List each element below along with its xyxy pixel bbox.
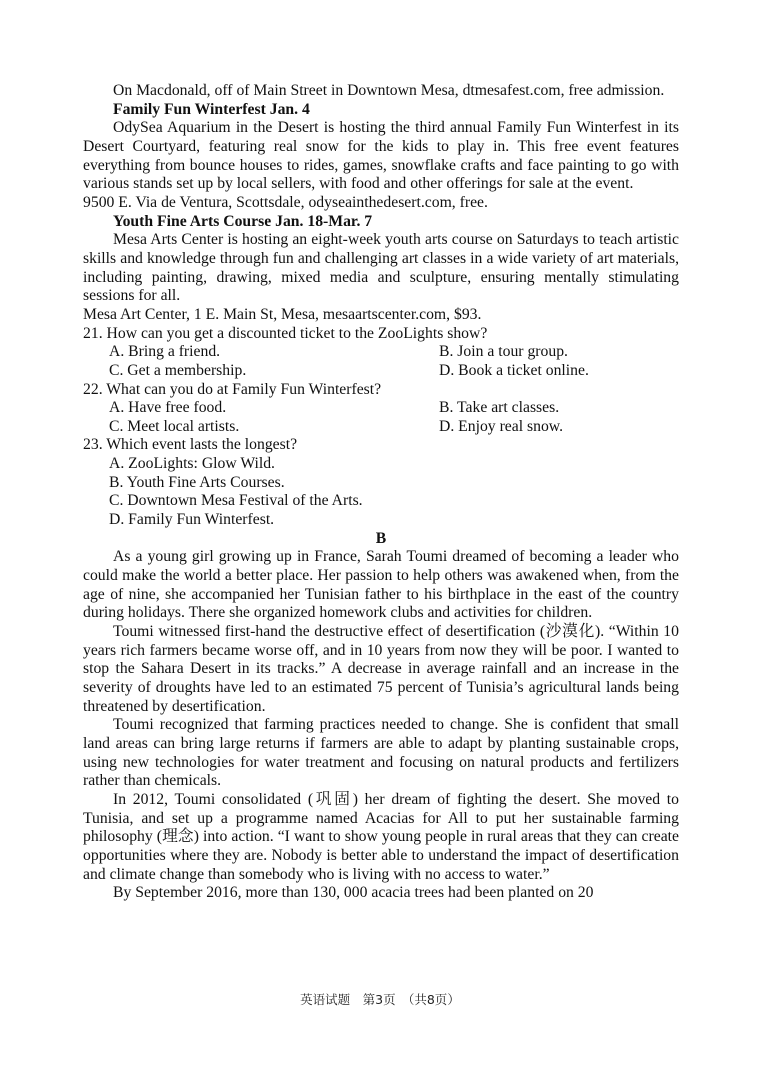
passage-b-paragraph-4: In 2012, Toumi consolidated (巩固) her dream of fighting the desert. She moved to Tunisia, and set up a programme named Acacias for All to put her sustainable farming philosophy (理念) into action. “I want to show young people in rural areas that they can create opportunities where they are. Nobody is better able to understand the impact of desertification and climate change than somebody who is living with no access to water.”: [83, 790, 679, 883]
question-23: [83, 436, 679, 529]
question-stem: 23. Which event lasts the longest?: [83, 436, 298, 454]
option-d: D. Family Fun Winterfest.: [109, 511, 275, 529]
question-21: [83, 325, 679, 381]
passage-b-paragraph-3: Toumi recognized that farming practices needed to change. She is confident that small land areas can bring large returns if farmers are able to adapt by planting sustainable crops, using new technologies for water treatment and focusing on natural products and fertilizers rather than chemicals.: [83, 716, 679, 790]
festival-address: On Macdonald, off of Main Street in Downtown Mesa, dtmesafest.com, free admission.: [113, 82, 665, 99]
youth-arts-address: Mesa Art Center, 1 E. Main St, Mesa, mesaartscenter.com, $93.: [83, 305, 482, 323]
youth-arts-heading: Youth Fine Arts Course Jan. 18-Mar. 7: [113, 212, 373, 230]
option-c: C. Get a membership.: [109, 361, 247, 379]
question-stem: 22. What can you do at Family Fun Winterfest?: [83, 380, 382, 398]
section-label: B: [375, 529, 387, 547]
question-22: [83, 381, 679, 437]
winterfest-body: OdySea Aquarium in the Desert is hosting the third annual Family Fun Winterfest in its Desert Courtyard, featuring real snow for the kids to play in. This free event features everything from bounce houses to rides, games, snowflake crafts and face painting to go with various stands set up by local sellers, with food and other offerings for sale at the event.: [83, 119, 679, 193]
option-grid: [83, 399, 679, 436]
youth-arts-body: Mesa Arts Center is hosting an eight-week youth arts course on Saturdays to teach artistic skills and knowledge through fun and challenging art classes in a wide variety of art materials, including painting, drawing, mixed media and sculpture, ensuring mentally stimulating sessions for all.: [83, 231, 679, 305]
option-a: A. ZooLights: Glow Wild.: [109, 455, 275, 473]
question-stem: 21. How can you get a discounted ticket to the ZooLights show?: [83, 324, 488, 342]
passage-b-paragraph-2: Toumi witnessed first-hand the destructive effect of desertification (沙漠化). “Within 10 years rich farmers became worse off, and in 10 years from now they will be poor. I wanted to stop the Sahara Desert in its tracks.” A decrease in average rainfall and an increase in the severity of droughts have led to an estimated 75 percent of Tunisia’s agricultural lands being threatened by desertification.: [83, 623, 679, 715]
option-b: B. Youth Fine Arts Courses.: [109, 473, 285, 491]
page-content: [83, 82, 679, 903]
option-a: A. Have free food.: [109, 399, 227, 417]
option-c: C. Downtown Mesa Festival of the Arts.: [109, 492, 363, 510]
winterfest-heading: Family Fun Winterfest Jan. 4: [113, 100, 310, 118]
option-grid: [83, 343, 679, 380]
passage-b-paragraph-5: By September 2016, more than 130, 000 acacia trees had been planted on 20: [113, 884, 594, 902]
option-c: C. Meet local artists.: [109, 417, 240, 435]
option-b: B. Take art classes.: [439, 399, 560, 417]
option-d: D. Book a ticket online.: [439, 361, 589, 379]
passage-b-paragraph-1: As a young girl growing up in France, Sarah Toumi dreamed of becoming a leader who could make the world a better place. Her passion to help others was awakened when, from the age of nine, she accompanied her Tunisian father to his birthplace in the east of the country during holidays. There she organized homework clubs and activities for children.: [83, 548, 679, 622]
option-d: D. Enjoy real snow.: [439, 417, 564, 435]
option-b: B. Join a tour group.: [439, 343, 568, 361]
option-a: A. Bring a friend.: [109, 343, 221, 361]
page-footer: 英语试题 第3页 （共8页）: [300, 992, 460, 1007]
winterfest-address: 9500 E. Via de Ventura, Scottsdale, odyseainthedesert.com, free.: [83, 193, 488, 211]
